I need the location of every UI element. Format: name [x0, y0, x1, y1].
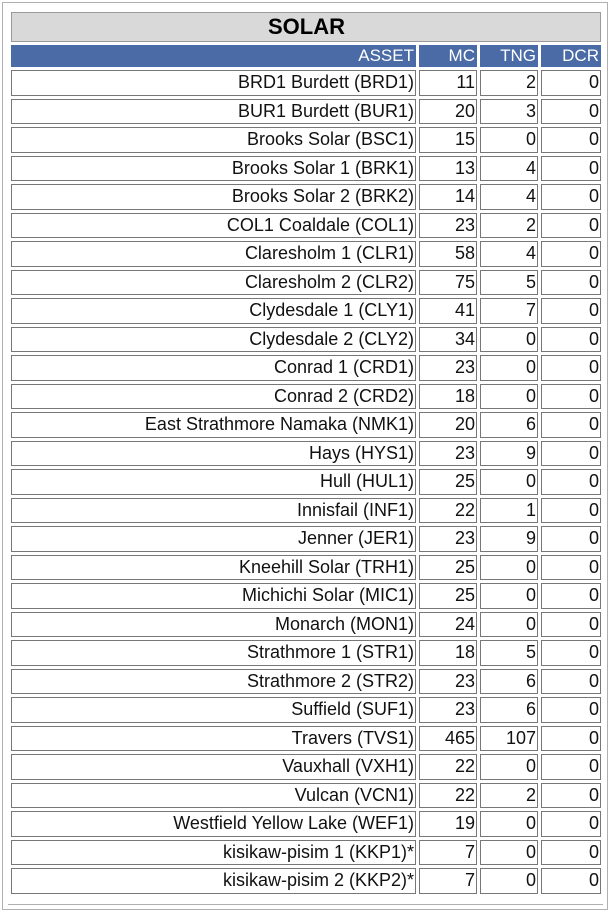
table-row — [11, 270, 601, 296]
mc-cell: 20 — [419, 412, 477, 438]
asset-cell: Conrad 1 (CRD1) — [11, 355, 416, 381]
tng-cell: 5 — [480, 270, 538, 296]
mc-cell: 22 — [419, 783, 477, 809]
dcr-cell: 0 — [541, 754, 601, 780]
table-row — [11, 783, 601, 809]
asset-cell: Michichi Solar (MIC1) — [11, 583, 416, 609]
table-row — [11, 184, 601, 210]
tng-cell: 0 — [480, 754, 538, 780]
table-row — [11, 213, 601, 239]
mc-cell: 23 — [419, 697, 477, 723]
dcr-cell: 0 — [541, 127, 601, 153]
dcr-cell: 0 — [541, 384, 601, 410]
table-title: SOLAR — [11, 12, 601, 42]
asset-cell: Travers (TVS1) — [11, 726, 416, 752]
mc-cell: 75 — [419, 270, 477, 296]
mc-cell: 18 — [419, 384, 477, 410]
table-row — [11, 384, 601, 410]
tng-cell: 0 — [480, 840, 538, 866]
mc-cell: 58 — [419, 241, 477, 267]
dcr-cell: 0 — [541, 270, 601, 296]
tng-cell: 1 — [480, 498, 538, 524]
tng-cell: 0 — [480, 811, 538, 837]
tng-cell: 7 — [480, 298, 538, 324]
table-row — [11, 697, 601, 723]
tng-cell: 2 — [480, 70, 538, 96]
solar-table — [8, 9, 604, 897]
dcr-cell: 0 — [541, 70, 601, 96]
table-row — [11, 754, 601, 780]
table-row — [11, 868, 601, 894]
table-row — [11, 583, 601, 609]
dcr-cell: 0 — [541, 241, 601, 267]
table-row — [11, 412, 601, 438]
tng-cell: 6 — [480, 669, 538, 695]
dcr-cell: 0 — [541, 868, 601, 894]
asset-cell: Claresholm 1 (CLR1) — [11, 241, 416, 267]
table-row — [11, 241, 601, 267]
mc-cell: 25 — [419, 469, 477, 495]
dcr-cell: 0 — [541, 669, 601, 695]
dcr-cell: 0 — [541, 498, 601, 524]
tng-cell: 5 — [480, 640, 538, 666]
tng-cell: 0 — [480, 355, 538, 381]
dcr-cell: 0 — [541, 213, 601, 239]
asset-cell: Clydesdale 2 (CLY2) — [11, 327, 416, 353]
tng-cell: 0 — [480, 469, 538, 495]
asset-cell: Clydesdale 1 (CLY1) — [11, 298, 416, 324]
table-row — [11, 726, 601, 752]
tng-cell: 0 — [480, 868, 538, 894]
asset-cell: COL1 Coaldale (COL1) — [11, 213, 416, 239]
dcr-cell: 0 — [541, 298, 601, 324]
dcr-cell: 0 — [541, 811, 601, 837]
table-row — [11, 555, 601, 581]
asset-cell: Brooks Solar (BSC1) — [11, 127, 416, 153]
asset-cell: East Strathmore Namaka (NMK1) — [11, 412, 416, 438]
asset-cell: Conrad 2 (CRD2) — [11, 384, 416, 410]
mc-cell: 34 — [419, 327, 477, 353]
asset-cell: Jenner (JER1) — [11, 526, 416, 552]
mc-cell: 15 — [419, 127, 477, 153]
mc-cell: 7 — [419, 868, 477, 894]
asset-cell: Brooks Solar 1 (BRK1) — [11, 156, 416, 182]
asset-cell: Innisfail (INF1) — [11, 498, 416, 524]
mc-cell: 7 — [419, 840, 477, 866]
tng-cell: 0 — [480, 583, 538, 609]
mc-cell: 23 — [419, 526, 477, 552]
dcr-cell: 0 — [541, 99, 601, 125]
tng-cell: 2 — [480, 783, 538, 809]
dcr-cell: 0 — [541, 583, 601, 609]
tng-cell: 4 — [480, 241, 538, 267]
mc-cell: 25 — [419, 555, 477, 581]
tng-cell: 3 — [480, 99, 538, 125]
dcr-cell: 0 — [541, 412, 601, 438]
mc-cell: 22 — [419, 754, 477, 780]
mc-cell: 18 — [419, 640, 477, 666]
mc-cell: 13 — [419, 156, 477, 182]
table-row — [11, 640, 601, 666]
tng-cell: 6 — [480, 412, 538, 438]
tng-cell: 4 — [480, 184, 538, 210]
dcr-cell: 0 — [541, 441, 601, 467]
column-header-mc: MC — [419, 45, 477, 67]
mc-cell: 19 — [419, 811, 477, 837]
dcr-cell: 0 — [541, 840, 601, 866]
table-row — [11, 612, 601, 638]
table-row — [11, 811, 601, 837]
tng-cell: 6 — [480, 697, 538, 723]
dcr-cell: 0 — [541, 697, 601, 723]
dcr-cell: 0 — [541, 156, 601, 182]
mc-cell: 20 — [419, 99, 477, 125]
title-row — [11, 12, 601, 42]
table-row — [11, 469, 601, 495]
table-row — [11, 127, 601, 153]
mc-cell: 23 — [419, 669, 477, 695]
mc-cell: 465 — [419, 726, 477, 752]
mc-cell: 41 — [419, 298, 477, 324]
column-header-tng: TNG — [480, 45, 538, 67]
mc-cell: 23 — [419, 355, 477, 381]
dcr-cell: 0 — [541, 555, 601, 581]
tng-cell: 2 — [480, 213, 538, 239]
column-header-asset: ASSET — [11, 45, 416, 67]
mc-cell: 23 — [419, 213, 477, 239]
tng-cell: 107 — [480, 726, 538, 752]
table-row — [11, 99, 601, 125]
table-row — [11, 355, 601, 381]
asset-cell: Hull (HUL1) — [11, 469, 416, 495]
table-row — [11, 840, 601, 866]
asset-cell: kisikaw-pisim 1 (KKP1)* — [11, 840, 416, 866]
tng-cell: 0 — [480, 555, 538, 581]
column-header-dcr: DCR — [541, 45, 601, 67]
asset-cell: Hays (HYS1) — [11, 441, 416, 467]
asset-cell: kisikaw-pisim 2 (KKP2)* — [11, 868, 416, 894]
tng-cell: 0 — [480, 127, 538, 153]
dcr-cell: 0 — [541, 469, 601, 495]
tng-cell: 0 — [480, 612, 538, 638]
asset-cell: Strathmore 2 (STR2) — [11, 669, 416, 695]
asset-cell: BRD1 Burdett (BRD1) — [11, 70, 416, 96]
dcr-cell: 0 — [541, 783, 601, 809]
tng-cell: 0 — [480, 327, 538, 353]
tng-cell: 9 — [480, 526, 538, 552]
asset-cell: BUR1 Burdett (BUR1) — [11, 99, 416, 125]
mc-cell: 25 — [419, 583, 477, 609]
table-row — [11, 327, 601, 353]
table-body — [11, 70, 601, 894]
table-row — [11, 156, 601, 182]
mc-cell: 23 — [419, 441, 477, 467]
mc-cell: 11 — [419, 70, 477, 96]
asset-cell: Westfield Yellow Lake (WEF1) — [11, 811, 416, 837]
mc-cell: 22 — [419, 498, 477, 524]
asset-cell: Claresholm 2 (CLR2) — [11, 270, 416, 296]
dcr-cell: 0 — [541, 640, 601, 666]
tng-cell: 4 — [480, 156, 538, 182]
dcr-cell: 0 — [541, 526, 601, 552]
asset-cell: Vulcan (VCN1) — [11, 783, 416, 809]
table-row — [11, 441, 601, 467]
table-row — [11, 70, 601, 96]
table-row — [11, 669, 601, 695]
table-row — [11, 526, 601, 552]
asset-cell: Suffield (SUF1) — [11, 697, 416, 723]
table-row — [11, 498, 601, 524]
dcr-cell: 0 — [541, 355, 601, 381]
header-row — [11, 45, 601, 67]
asset-cell: Kneehill Solar (TRH1) — [11, 555, 416, 581]
dcr-cell: 0 — [541, 327, 601, 353]
tng-cell: 0 — [480, 384, 538, 410]
asset-cell: Brooks Solar 2 (BRK2) — [11, 184, 416, 210]
mc-cell: 14 — [419, 184, 477, 210]
asset-cell: Strathmore 1 (STR1) — [11, 640, 416, 666]
asset-cell: Monarch (MON1) — [11, 612, 416, 638]
asset-cell: Vauxhall (VXH1) — [11, 754, 416, 780]
dcr-cell: 0 — [541, 184, 601, 210]
dcr-cell: 0 — [541, 726, 601, 752]
bottom-divider — [8, 904, 603, 905]
dcr-cell: 0 — [541, 612, 601, 638]
table-row — [11, 298, 601, 324]
mc-cell: 24 — [419, 612, 477, 638]
tng-cell: 9 — [480, 441, 538, 467]
